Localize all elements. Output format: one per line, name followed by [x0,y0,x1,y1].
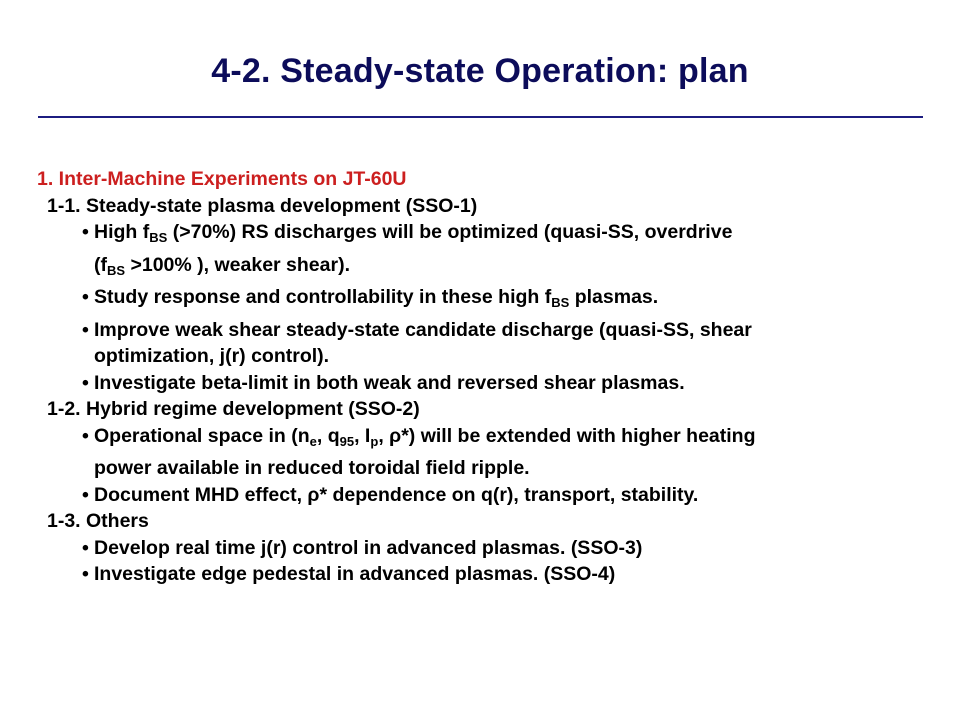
subsection-heading-1-1: 1-1. Steady-state plasma development (SSO-1) [47,194,478,217]
subscript: 95 [339,433,355,449]
bullet-item [37,370,927,397]
subscript: BS [551,295,570,310]
bullet-dot: • [82,536,89,559]
slide-title: 4-2. Steady-state Operation: plan [211,52,749,90]
bullet-item [37,284,927,317]
bullet-item [37,317,927,370]
bullet-line: Operational space in ($n_e$, $q_{95}$, $I_p$, ρ*) will be extended with higher heating [94,424,756,449]
bullet-line: Document MHD effect, ρ* dependence on q(r), transport, stability. [94,483,699,506]
bullet-line: ($f_{BS} >100\%$ ), weaker shear). [94,253,350,278]
bullet-line: Investigate edge pedestal in advanced plasmas. (SSO-4) [94,563,616,585]
bullet-line: Investigate beta-limit in both weak and reversed shear plasmas. [94,371,685,394]
bullet-dot: • [82,221,89,243]
subscript: p [370,433,379,449]
bullet-dot: • [82,371,89,394]
bullet-line: power available in reduced toroidal field ripple. [94,457,530,479]
subscript: e [309,433,317,449]
bullet-line: High $f_{BS}$ (>70%) RS discharges will be optimized (quasi-SS, overdrive [94,221,733,245]
bullet-item [37,561,927,588]
slide-body [37,166,927,588]
bullet-item [37,482,927,509]
bullet-line: Study response and controllability in these high $f_{BS}$ plasmas. [94,286,659,310]
subscript: BS [107,262,126,278]
bullet-dot: • [82,563,89,585]
bullet-item [37,219,927,284]
bullet-dot: • [82,483,89,506]
subsection-heading-1-2: 1-2. Hybrid regime development (SSO-2) [47,398,420,420]
bullet-item [37,535,927,562]
subsection-heading-1-3: 1-3. Others [47,510,149,532]
bullet-item [37,423,927,482]
bullet-line: optimization, j(r) control). [94,345,330,367]
bullet-dot: • [82,286,89,308]
bullet-dot: • [82,318,89,341]
section-heading: 1. Inter-Machine Experiments on JT-60U [37,168,407,190]
bullet-dot: • [82,424,89,447]
bullet-line: Improve weak shear steady-state candidate discharge (quasi-SS, shear [94,318,752,341]
bullet-line: Develop real time j(r) control in advanced plasmas. (SSO-3) [94,536,643,559]
title-divider [38,116,923,118]
subscript: BS [149,230,168,245]
